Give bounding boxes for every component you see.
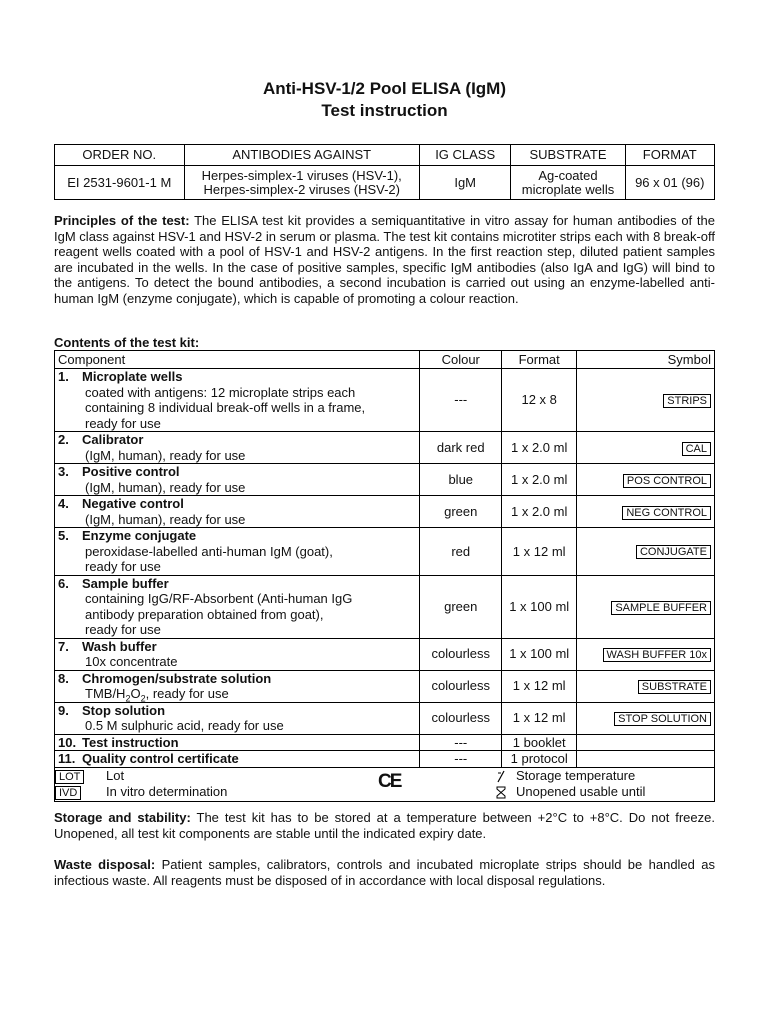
colour-cell: colourless <box>420 638 502 670</box>
table-row <box>55 638 715 670</box>
symbol-label: WASH BUFFER 10x <box>603 648 711 662</box>
colour-cell: --- <box>420 751 502 768</box>
symbol-label: CAL <box>682 442 711 456</box>
waste-heading: Waste disposal: <box>54 857 156 872</box>
colour-cell: red <box>420 528 502 576</box>
symbol-cell <box>577 528 715 576</box>
principles-text: The ELISA test kit provides a semiquantitative in vitro assay for human antibodies of the IgM class against HSV-1 and HSV-2 in serum or plasma. The test kit contains microtiter strips each with 8 break-off reagent wells coated with a pool of HSV-1 and HSV-2 antigens. In the first reaction step, diluted patient samples are incubated in the wells. In the case of positive samples, specific IgM antibodies (also IgA and IgG) will bind to the antigens. To detect the bound antibodies, a second incubation is carried out using an enzyme-labelled anti-human IgM (enzyme conjugate), which is capable of promoting a colour reaction. <box>54 213 715 306</box>
symbol-label: CONJUGATE <box>636 545 711 559</box>
format-header: FORMAT <box>625 145 714 166</box>
format-cell: 1 x 100 ml <box>502 575 577 638</box>
ce-mark-icon: CE <box>378 770 401 792</box>
storage-heading: Storage and stability: <box>54 810 191 825</box>
item-number: 9. <box>58 702 69 718</box>
item-desc: peroxidase-labelled anti-human IgM (goat), <box>85 543 333 559</box>
storage-paragraph <box>54 810 715 841</box>
order-no-cell: EI 2531-9601-1 M <box>55 166 185 200</box>
component-cell <box>55 575 420 638</box>
item-name: Wash buffer <box>82 638 157 654</box>
item-number: 2. <box>58 432 69 447</box>
symbol-cell <box>577 496 715 528</box>
item-desc: 10x concentrate <box>85 654 178 669</box>
table-row <box>55 496 715 528</box>
item-number: 6. <box>58 575 69 591</box>
item-number: 5. <box>58 528 69 543</box>
legend-row <box>55 767 715 801</box>
table-row <box>55 575 715 638</box>
colour-cell: --- <box>420 369 502 432</box>
format-col-header: Format <box>502 351 577 369</box>
document-title <box>54 78 715 122</box>
antibodies-cell <box>184 166 419 200</box>
item-desc: containing IgG/RF-Absorbent (Anti-human IgG <box>85 591 353 606</box>
item-name: Microplate wells <box>82 369 183 384</box>
item-name: Negative control <box>82 496 184 511</box>
format-cell: 1 x 2.0 ml <box>502 464 577 496</box>
legend <box>55 768 714 801</box>
symbol-cell <box>577 638 715 670</box>
component-cell <box>55 432 420 464</box>
formula-part: O <box>130 686 141 701</box>
colour-cell: dark red <box>420 432 502 464</box>
item-number: 4. <box>58 496 69 511</box>
format-cell: 1 booklet <box>502 734 577 751</box>
principles-heading: Principles of the test: <box>54 213 190 228</box>
table-row <box>55 751 715 768</box>
item-desc <box>58 686 416 702</box>
component-cell <box>55 528 420 576</box>
storage-text: The test kit has to be stored at a temperature between +2°C to +8°C. Do not freeze. Unopened, all test kit components are stable until the indicated expiry date. <box>54 810 715 841</box>
waste-paragraph <box>54 857 715 888</box>
colour-cell: green <box>420 496 502 528</box>
item-name: Positive control <box>82 464 180 479</box>
thermometer-icon <box>495 770 507 783</box>
component-cell <box>55 496 420 528</box>
symbol-label: STOP SOLUTION <box>614 712 711 726</box>
lot-text: Lot <box>106 767 125 783</box>
item-number: 7. <box>58 638 69 654</box>
storage-text: Storage temperature <box>516 767 636 783</box>
table-row <box>55 464 715 496</box>
component-header: Component <box>55 351 420 369</box>
format-cell: 1 x 100 ml <box>502 638 577 670</box>
format-cell: 1 protocol <box>502 751 577 768</box>
formula-part: TMB/H <box>85 686 126 701</box>
component-cell <box>55 464 420 496</box>
item-number: 3. <box>58 464 69 479</box>
item-desc: ready for use <box>85 559 161 574</box>
antibodies-line-2: Herpes-simplex-2 viruses (HSV-2) <box>203 181 400 197</box>
symbol-label: POS CONTROL <box>623 474 711 488</box>
item-number: 10. <box>58 734 77 750</box>
colour-header: Colour <box>420 351 502 369</box>
order-no-header: ORDER NO. <box>55 145 185 166</box>
item-desc: ready for use <box>85 622 161 637</box>
table-row <box>55 528 715 576</box>
item-desc: coated with antigens: 12 microplate strips each <box>85 384 356 400</box>
symbol-cell <box>577 751 715 768</box>
item-number: 1. <box>58 369 69 384</box>
order-table <box>54 144 715 200</box>
format-cell: 1 x 12 ml <box>502 528 577 576</box>
colour-cell: green <box>420 575 502 638</box>
symbol-label: SAMPLE BUFFER <box>611 601 711 615</box>
colour-cell: colourless <box>420 702 502 734</box>
unopened-text: Unopened usable until <box>516 783 646 799</box>
principles-paragraph <box>54 213 715 306</box>
formula-subscript: 2 <box>125 693 131 704</box>
item-desc: ready for use <box>85 415 161 431</box>
item-number: 8. <box>58 670 69 686</box>
hourglass-icon <box>496 786 506 799</box>
item-desc: (IgM, human), ready for use <box>85 511 246 527</box>
substrate-line-2: microplate wells <box>521 181 615 197</box>
antibodies-header: ANTIBODIES AGAINST <box>184 145 419 166</box>
item-name: Enzyme conjugate <box>82 528 197 543</box>
symbol-label: STRIPS <box>663 394 711 408</box>
substrate-header: SUBSTRATE <box>511 145 625 166</box>
ig-class-cell: IgM <box>419 166 510 200</box>
colour-cell: blue <box>420 464 502 496</box>
ivd-text: In vitro determination <box>106 783 228 799</box>
table-row <box>55 432 715 464</box>
component-cell <box>55 670 420 702</box>
format-cell: 1 x 2.0 ml <box>502 432 577 464</box>
substrate-cell <box>511 166 625 200</box>
table-row <box>55 670 715 702</box>
component-cell <box>55 369 420 432</box>
item-desc: (IgM, human), ready for use <box>85 447 246 463</box>
format-cell: 1 x 2.0 ml <box>502 496 577 528</box>
symbol-cell <box>577 575 715 638</box>
format-cell: 12 x 8 <box>502 369 577 432</box>
item-name: Test instruction <box>82 734 179 750</box>
item-number: 11. <box>58 751 76 766</box>
substrate-line-1: Ag-coated <box>538 167 598 183</box>
component-cell <box>55 702 420 734</box>
component-cell <box>55 751 420 768</box>
item-name: Quality control certificate <box>82 751 239 766</box>
item-name: Chromogen/substrate solution <box>82 670 272 686</box>
ig-class-header: IG CLASS <box>419 145 510 166</box>
legend-cell <box>55 767 715 801</box>
symbol-cell <box>577 464 715 496</box>
component-cell <box>55 734 420 751</box>
symbol-cell <box>577 670 715 702</box>
symbol-header: Symbol <box>577 351 715 369</box>
item-name: Sample buffer <box>82 575 169 591</box>
component-cell <box>55 638 420 670</box>
colour-cell: colourless <box>420 670 502 702</box>
item-name: Stop solution <box>82 702 166 718</box>
formula-part: , ready for use <box>145 686 229 701</box>
formula-subscript: 2 <box>140 693 146 704</box>
colour-cell: --- <box>420 734 502 751</box>
item-desc: antibody preparation obtained from goat), <box>85 606 324 622</box>
table-row <box>55 734 715 751</box>
table-row <box>55 369 715 432</box>
table-row <box>55 702 715 734</box>
format-cell: 1 x 12 ml <box>502 702 577 734</box>
contents-table <box>54 350 715 802</box>
item-name: Calibrator <box>82 432 144 447</box>
symbol-label: SUBSTRATE <box>638 680 711 694</box>
format-cell: 96 x 01 (96) <box>625 166 714 200</box>
item-desc: (IgM, human), ready for use <box>85 479 246 495</box>
lot-symbol: LOT <box>55 770 84 784</box>
item-desc: 0.5 M sulphuric acid, ready for use <box>85 718 284 733</box>
symbol-cell <box>577 369 715 432</box>
symbol-cell <box>577 702 715 734</box>
antibodies-line-1: Herpes-simplex-1 viruses (HSV-1), <box>201 167 402 183</box>
symbol-label: NEG CONTROL <box>622 506 711 520</box>
format-cell: 1 x 12 ml <box>502 670 577 702</box>
ivd-symbol: IVD <box>55 786 81 800</box>
title-line-2: Test instruction <box>321 101 448 120</box>
symbol-cell <box>577 432 715 464</box>
title-line-1: Anti-HSV-1/2 Pool ELISA (IgM) <box>262 79 507 98</box>
item-desc: containing 8 individual break-off wells in a frame, <box>85 400 366 415</box>
waste-text: Patient samples, calibrators, controls and incubated microplate strips should be handled as infectious waste. All reagents must be disposed of in accordance with local disposal regulations. <box>54 857 715 888</box>
symbol-cell <box>577 734 715 751</box>
contents-heading: Contents of the test kit: <box>54 335 200 350</box>
